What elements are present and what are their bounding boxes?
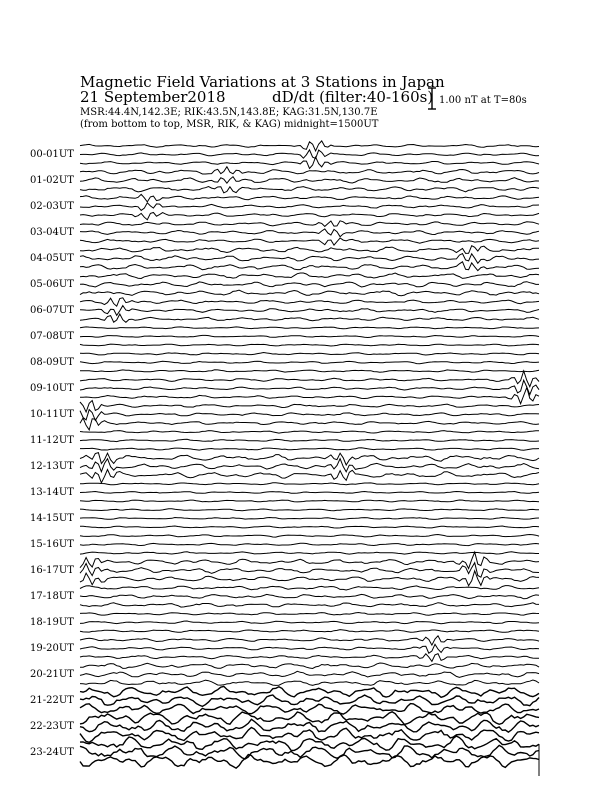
trace-msr [80,500,539,502]
trace-msr [80,552,539,554]
trace-rik [80,410,539,421]
row-label: 14-15UT [30,513,74,524]
chart-title: Magnetic Field Variations at 3 Stations in Japan [80,73,445,91]
trace-kag [80,663,539,669]
scale-label: 1.00 nT at T=80s [439,95,527,106]
trace-rik [80,439,539,441]
row-label: 05-06UT [30,279,74,290]
trace-rik [80,459,539,472]
trace-msr [80,571,539,586]
trace-msr [80,704,539,715]
trace-rik [80,518,539,520]
row-label: 23-24UT [30,747,74,758]
trace-rik [80,492,539,494]
trace-msr [80,470,539,483]
trace-rik [80,282,539,287]
row-label: 01-02UT [30,175,74,186]
trace-rik [80,380,539,394]
row-label: 03-04UT [30,227,74,238]
trace-kag [80,483,539,485]
trace-kag [80,327,539,329]
trace-kag [80,686,539,697]
trace-rik [80,671,539,677]
trace-msr [80,262,539,271]
trace-msr [80,680,539,685]
row-label: 20-21UT [30,669,74,680]
trace-rik [80,594,539,598]
trace-rik [80,229,539,237]
trace-msr [80,654,539,662]
trace-rik [80,335,539,337]
row-label: 02-03UT [30,201,74,212]
row-label: 00-01UT [30,149,74,160]
order-label: (from bottom to top, MSR, RIK, & KAG) midnight=1500UT [80,119,379,130]
trace-kag [80,636,539,645]
row-label: 04-05UT [30,253,74,264]
trace-rik [80,203,539,211]
row-label: 09-10UT [30,383,74,394]
trace-msr [80,388,539,404]
trace-msr [80,448,539,450]
row-label: 18-19UT [30,617,74,628]
trace-msr [80,344,539,346]
trace-msr [80,370,539,372]
trace-rik [80,254,539,264]
row-label: 06-07UT [30,305,74,316]
trace-kag [80,194,539,202]
trace-kag [80,246,539,254]
trace-msr [80,290,539,296]
row-label: 21-22UT [30,695,74,706]
trace-msr [80,314,539,322]
trace-msr [80,418,539,430]
trace-kag [80,509,539,511]
trace-kag [80,552,539,569]
row-label: 10-11UT [30,409,74,420]
trace-rik [80,306,539,316]
trace-msr [80,213,539,220]
trace-msr [80,630,539,633]
trace-kag [80,221,539,227]
trace-kag [80,371,539,387]
trace-rik [80,150,539,159]
trace-rik [80,695,539,706]
trace-kag [80,353,539,356]
trace-msr [80,157,539,169]
trace-kag [80,535,539,538]
trace-kag [80,401,539,413]
trace-kag [80,431,539,434]
row-label: 19-20UT [30,643,74,654]
row-label: 11-12UT [30,435,74,446]
date-label: 21 September2018 [80,88,226,106]
trace-rik [80,621,539,624]
row-label: 16-17UT [30,565,74,576]
trace-kag [80,586,539,590]
trace-msr [80,238,539,245]
trace-rik [80,361,539,364]
trace-kag [80,298,539,306]
trace-msr [80,526,539,528]
trace-kag [80,453,539,465]
trace-rows [30,141,539,776]
row-label: 15-16UT [30,539,74,550]
component-label: dD/dt (filter:40-160s) [272,88,434,106]
trace-kag [80,613,539,616]
trace-rik [80,644,539,653]
row-label: 12-13UT [30,461,74,472]
trace-rik [80,543,539,545]
trace-kag [80,273,539,279]
row-label: 08-09UT [30,357,74,368]
trace-msr [80,187,539,193]
row-label: 07-08UT [30,331,74,342]
row-label: 13-14UT [30,487,74,498]
trace-rik [80,177,539,184]
row-label: 22-23UT [30,721,74,732]
trace-msr [80,603,539,607]
scale-bar [428,88,527,109]
row-label: 17-18UT [30,591,74,602]
stations-label: MSR:44.4N,142.3E; RIK:43.5N,143.8E; KAG:31.5N,130.7E [80,107,378,118]
